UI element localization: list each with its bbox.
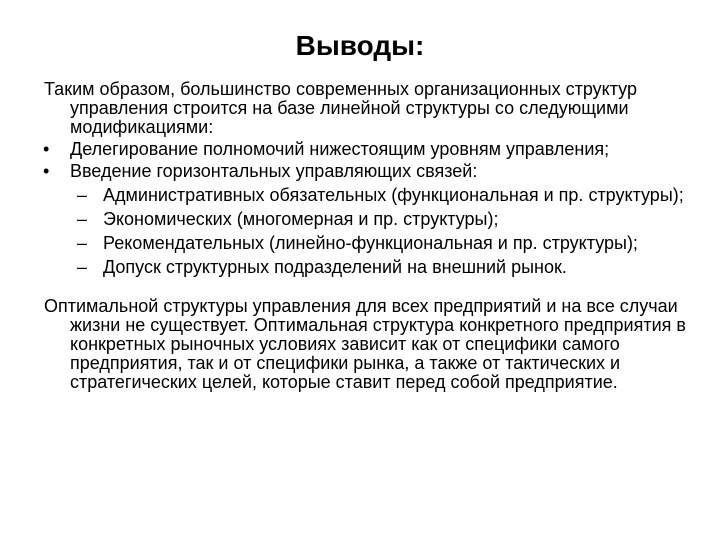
bullet-marker: • [43, 161, 50, 181]
dash-marker: – [77, 233, 88, 253]
dash-marker: – [77, 257, 88, 277]
bullet-item [44, 162, 694, 181]
sub-item [44, 210, 694, 229]
sub-item [44, 186, 694, 205]
sub-item-text: Административных обязательных (функциональная и пр. структуры); [103, 185, 684, 205]
bullet-marker: • [43, 139, 50, 159]
slide-body [44, 80, 694, 392]
dash-marker: – [77, 185, 88, 205]
bullet-text: Введение горизонтальных управляющих связей: [70, 161, 478, 181]
dash-marker: – [77, 209, 88, 229]
sub-item [44, 258, 694, 277]
intro-paragraph: Таким образом, большинство современных организационных структур управления строится на базе линейной структуры со следующими модификациями: [44, 79, 637, 137]
spacer [44, 277, 694, 297]
slide-title: Выводы: [295, 30, 425, 61]
bullet-text: Делегирование полномочий нижестоящим уровням управления; [70, 139, 610, 159]
sub-item-text: Рекомендательных (линейно-функциональная и пр. структуры); [103, 233, 638, 253]
bullet-item [44, 140, 694, 159]
conclusion-paragraph: Оптимальной структуры управления для всех предприятий и на все случаи жизни не существует. Оптимальная структура конкретного предприятия в конкретных рыночных условиях зависит как от специфики самого предприятия, так и от специфики рынка, а также от тактических и стратегических целей, которые ставит перед собой предприятие. [44, 296, 686, 392]
sub-item [44, 234, 694, 253]
sub-item-text: Экономических (многомерная и пр. структуры); [103, 209, 499, 229]
sub-item-text: Допуск структурных подразделений на внешний рынок. [103, 257, 567, 277]
